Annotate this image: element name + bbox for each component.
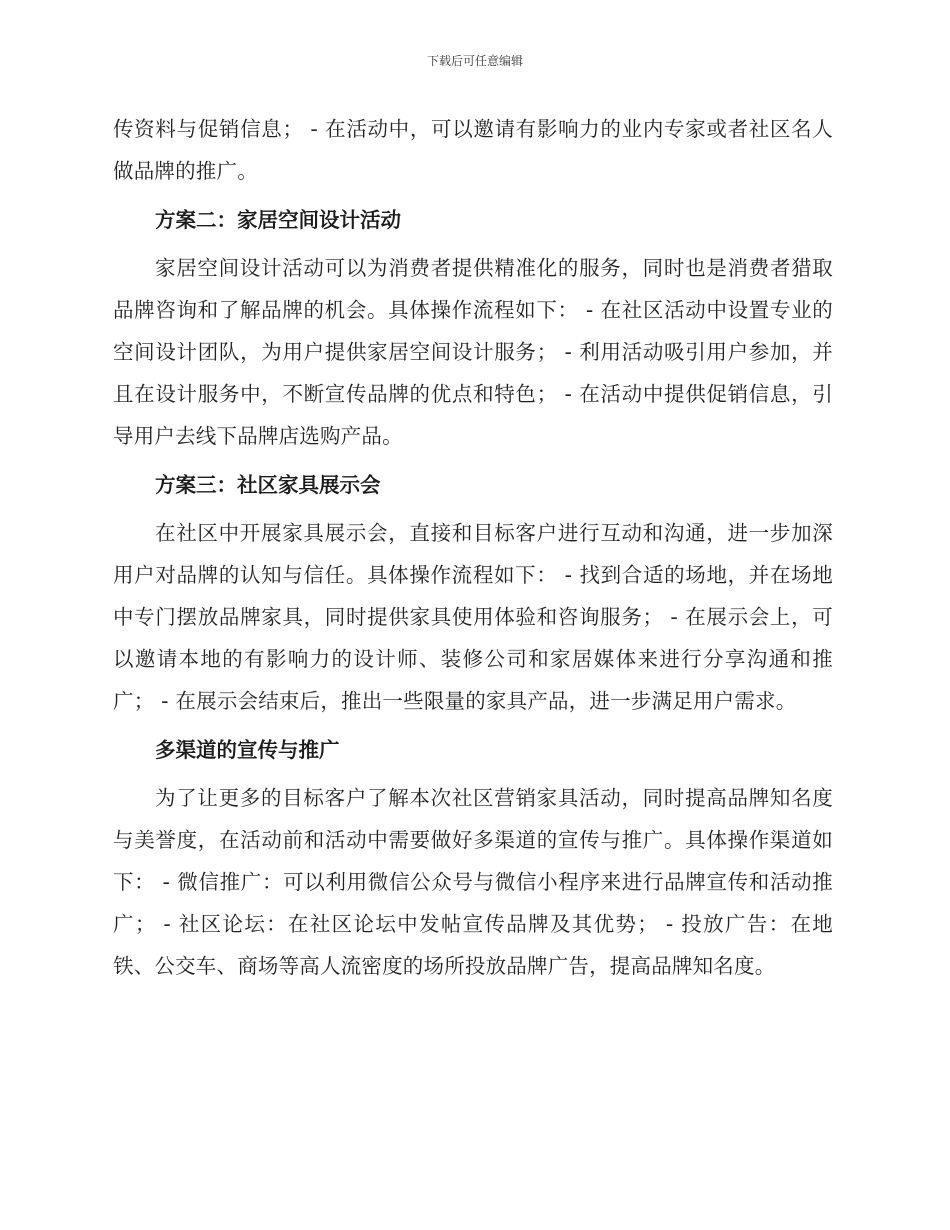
promotion-paragraph: 为了让更多的目标客户了解本次社区营销家具活动，同时提高品牌知名度与美誉度，在活动前和活动中需要做好多渠道的宣传与推广。具体操作渠道如下： - 微信推广：可以利用微信公众号与微信小程序来进行品牌宣传和活动推广； - 社区论坛：在社区论坛中发帖宣传品牌及其优势； - 投放广告：在地铁、公交车、商场等高人流密度的场所投放品牌广告，提高品牌知名度。 [113, 786, 833, 978]
plan2-heading: 方案二：家居空间设计活动 [155, 208, 401, 232]
page-header-note: 下载后可任意编辑 [426, 54, 523, 68]
plan3-paragraph: 在社区中开展家具展示会，直接和目标客户进行互动和沟通，进一步加深用户对品牌的认知与信任。具体操作流程如下： - 找到合适的场地，并在场地中专门摆放品牌家具，同时提供家具使用体验和咨询服务； - 在展示会上，可以邀请本地的有影响力的设计师、装修公司和家居媒体来进行分享沟通和推广； - 在展示会结束后，推出一些限量的家具产品，进一步满足用户需求。 [113, 521, 833, 713]
document-body [113, 108, 833, 987]
intro-continuation-paragraph: 传资料与促销信息； - 在活动中，可以邀请有影响力的业内专家或者社区名人做品牌的推广。 [113, 117, 833, 183]
plan2-paragraph: 家居空间设计活动可以为消费者提供精准化的服务，同时也是消费者猎取品牌咨询和了解品牌的机会。具体操作流程如下： - 在社区活动中设置专业的空间设计团队，为用户提供家居空间设计服务； - 利用活动吸引用户参加，并且在设计服务中，不断宣传品牌的优点和特色； - 在活动中提供促销信息，引导用户去线下品牌店选购产品。 [113, 256, 833, 448]
plan3-heading: 方案三：社区家具展示会 [155, 473, 381, 497]
promotion-heading: 多渠道的宣传与推广 [155, 738, 340, 762]
